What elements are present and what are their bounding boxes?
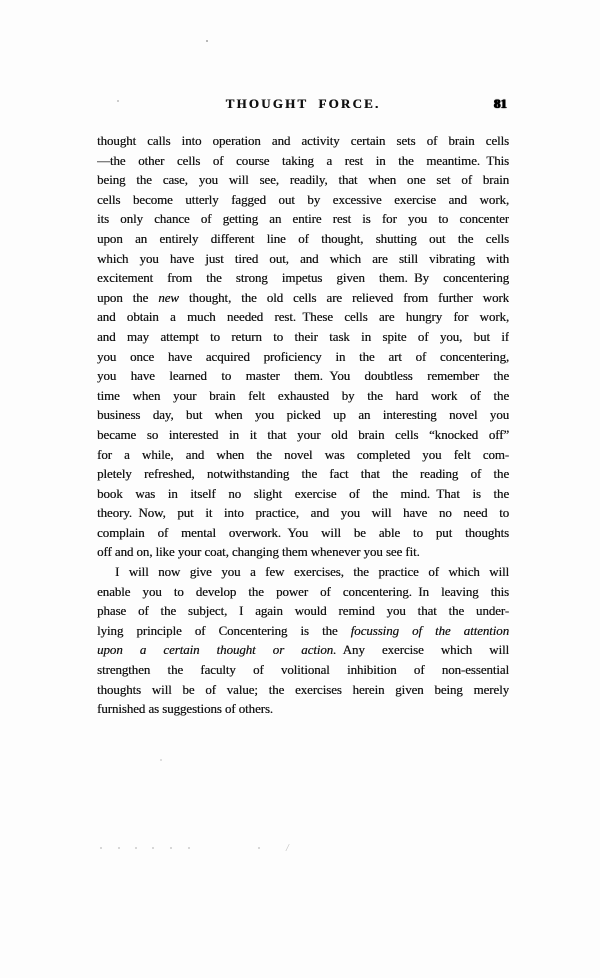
text-run: upon the: [97, 289, 159, 305]
text-line: [97, 621, 509, 641]
scan-speck: [100, 847, 102, 849]
scan-speck: [118, 847, 120, 849]
running-head: [97, 96, 509, 112]
text-run: thoughts will be of value; the exercises herein given being merely: [97, 681, 509, 697]
text-run: and may attempt to return to their task in spite of you, but if: [97, 328, 509, 344]
text-run: its only chance of getting an entire rest is for you to concenter: [97, 211, 509, 227]
scan-speck: [206, 40, 208, 42]
text-line: [97, 288, 509, 308]
text-line: [97, 209, 509, 229]
text-line: [97, 190, 509, 210]
text-line: [97, 405, 509, 425]
text-line: [97, 542, 509, 562]
italic-text-run: upon a certain thought or action.: [97, 642, 337, 658]
text-run: thought calls into operation and activity certain sets of brain cells: [97, 133, 509, 148]
text-run: strengthen the faculty of volitional inhibition of non-essential: [97, 662, 509, 678]
text-line: [97, 601, 509, 621]
text-line: [97, 386, 509, 406]
text-line: [97, 484, 509, 504]
text-run: you have learned to master them. You doubtless remember the: [97, 368, 509, 384]
body-text: [97, 131, 509, 719]
text-line: [97, 445, 509, 465]
text-run: lying principle of Concentering is the: [97, 622, 351, 638]
text-run: complain of mental overwork. You will be able to put thoughts: [97, 524, 509, 540]
text-run: excitement from the strong impetus given them. By concentering: [97, 270, 509, 286]
scan-speck: [170, 847, 172, 849]
text-line: [97, 347, 509, 367]
text-run: and obtain a much needed rest. These cells are hungry for work,: [97, 309, 509, 325]
page-number: 81: [494, 96, 507, 111]
text-line: [97, 523, 509, 543]
text-run: furnished as suggestions of others.: [97, 701, 273, 717]
text-run: cells become utterly fagged out by excessive exercise and work,: [97, 191, 509, 207]
text-run: off and on, like your coat, changing them whenever you see fit.: [97, 544, 420, 560]
text-run: pletely refreshed, notwithstanding the fact that the reading of the: [97, 466, 509, 482]
text-run: being the case, you will see, readily, that when one set of brain: [97, 172, 509, 188]
text-run: became so interested in it that your old brain cells “knocked off”: [97, 426, 509, 442]
running-title: THOUGHT FORCE.: [225, 96, 381, 111]
text-run: which you have just tired out, and which are still vibrating with: [97, 250, 509, 266]
italic-text-run: new: [158, 289, 179, 305]
text-line: [97, 307, 509, 327]
text-line: [97, 425, 509, 445]
text-line: [97, 640, 509, 660]
scan-speck: [188, 847, 190, 849]
text-run: time when your brain felt exhausted by the hard work of the: [97, 387, 509, 403]
text-line: [97, 170, 509, 190]
scan-speck: [152, 847, 154, 849]
text-run: business day, but when you picked up an interesting novel you: [97, 407, 509, 423]
text-run: theory. Now, put it into practice, and you will have no need to: [97, 505, 509, 521]
text-line: [97, 131, 509, 151]
text-line: [97, 268, 509, 288]
text-line: [97, 327, 509, 347]
text-run: for a while, and when the novel was completed you felt com-: [97, 446, 509, 462]
scan-speck: [258, 847, 260, 849]
scan-speck: [160, 759, 162, 761]
text-run: —the other cells of course taking a rest in the meantime. This: [97, 152, 509, 168]
text-line: [97, 660, 509, 680]
text-run: phase of the subject, I again would remind you that the under-: [97, 603, 509, 619]
text-run: you once have acquired proficiency in the art of concentering,: [97, 348, 509, 364]
text-line: [97, 680, 509, 700]
scan-speck: [135, 847, 137, 849]
text-line: [97, 464, 509, 484]
italic-text-run: focussing of the attention: [350, 622, 509, 638]
text-line: [97, 151, 509, 171]
text-run: I will now give you a few exercises, the practice of which will: [115, 564, 509, 580]
text-run: thought, the old cells are relieved from further work: [178, 289, 509, 305]
text-line: [97, 229, 509, 249]
text-run: upon an entirely different line of thought, shutting out the cells: [97, 230, 509, 246]
scan-artifact-row: [100, 843, 320, 853]
text-run: Any exercise which will: [336, 642, 509, 658]
text-line: [97, 366, 509, 386]
text-line: [97, 562, 509, 582]
scan-slash-mark: /: [286, 843, 289, 854]
text-run: book was in itself no slight exercise of the mind. That is the: [97, 485, 509, 501]
text-line: [97, 582, 509, 602]
text-line: [97, 699, 509, 719]
text-column: [97, 96, 509, 717]
text-line: [97, 503, 509, 523]
text-line: [97, 249, 509, 269]
text-run: enable you to develop the power of concentering. In leaving this: [97, 583, 509, 599]
